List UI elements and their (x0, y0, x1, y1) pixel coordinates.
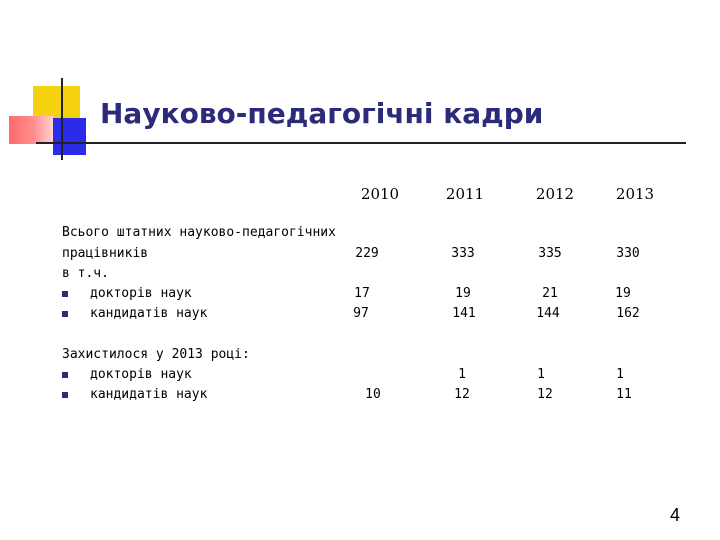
staff-doctors-2013: 19 (615, 286, 631, 301)
bullet-icon (62, 372, 68, 378)
staff-value-2013: 330 (616, 246, 640, 261)
year-header-2011: 2011 (445, 185, 485, 203)
incl-label: в т.ч. (62, 266, 109, 281)
decor-vertical-line (61, 78, 63, 160)
staff-doctors-label: докторів наук (90, 286, 192, 301)
staff-doctors-2012: 21 (542, 286, 558, 301)
staff-doctors-2011: 19 (455, 286, 471, 301)
staff-candidates-2010: 97 (353, 306, 369, 321)
defended-candidates-label: кандидатів наук (90, 387, 208, 402)
decor-red-bar (9, 116, 53, 144)
staff-candidates-2011: 141 (452, 306, 476, 321)
bullet-icon (62, 291, 68, 297)
page-title: Науково-педагогічні кадри (100, 97, 544, 130)
staff-candidates-label: кандидатів наук (90, 306, 208, 321)
defended-label: Захистилося у 2013 році: (62, 347, 250, 362)
year-header-2012: 2012 (535, 185, 575, 203)
page-number: 4 (669, 505, 680, 525)
staff-doctors-2010: 17 (354, 286, 370, 301)
bullet-icon (62, 311, 68, 317)
defended-candidates-2010: 10 (365, 387, 381, 402)
staff-candidates-2013: 162 (616, 306, 640, 321)
defended-doctors-2010 (343, 365, 403, 385)
decor-horizontal-line (36, 142, 686, 144)
staff-label-line1: Всього штатних науково-педагогічних (62, 225, 336, 240)
staff-value-2011: 333 (451, 246, 475, 261)
year-header-2010: 2010 (360, 185, 400, 203)
staff-label-line2: працівників (62, 246, 149, 261)
defended-doctors-label: докторів наук (90, 367, 192, 382)
staff-candidates-2012: 144 (536, 306, 560, 321)
defended-doctors-2013: 1 (616, 367, 624, 382)
defended-doctors-2011: 1 (458, 367, 466, 382)
defended-candidates-2012: 12 (537, 387, 553, 402)
decor-blue-square (53, 118, 86, 155)
staff-value-2012: 335 (538, 246, 562, 261)
staff-value-2010: 229 (355, 246, 379, 261)
defended-doctors-2012: 1 (537, 367, 545, 382)
year-header-2013: 2013 (615, 185, 655, 203)
bullet-icon (62, 392, 68, 398)
defended-candidates-2013: 11 (616, 387, 632, 402)
defended-candidates-2011: 12 (454, 387, 470, 402)
